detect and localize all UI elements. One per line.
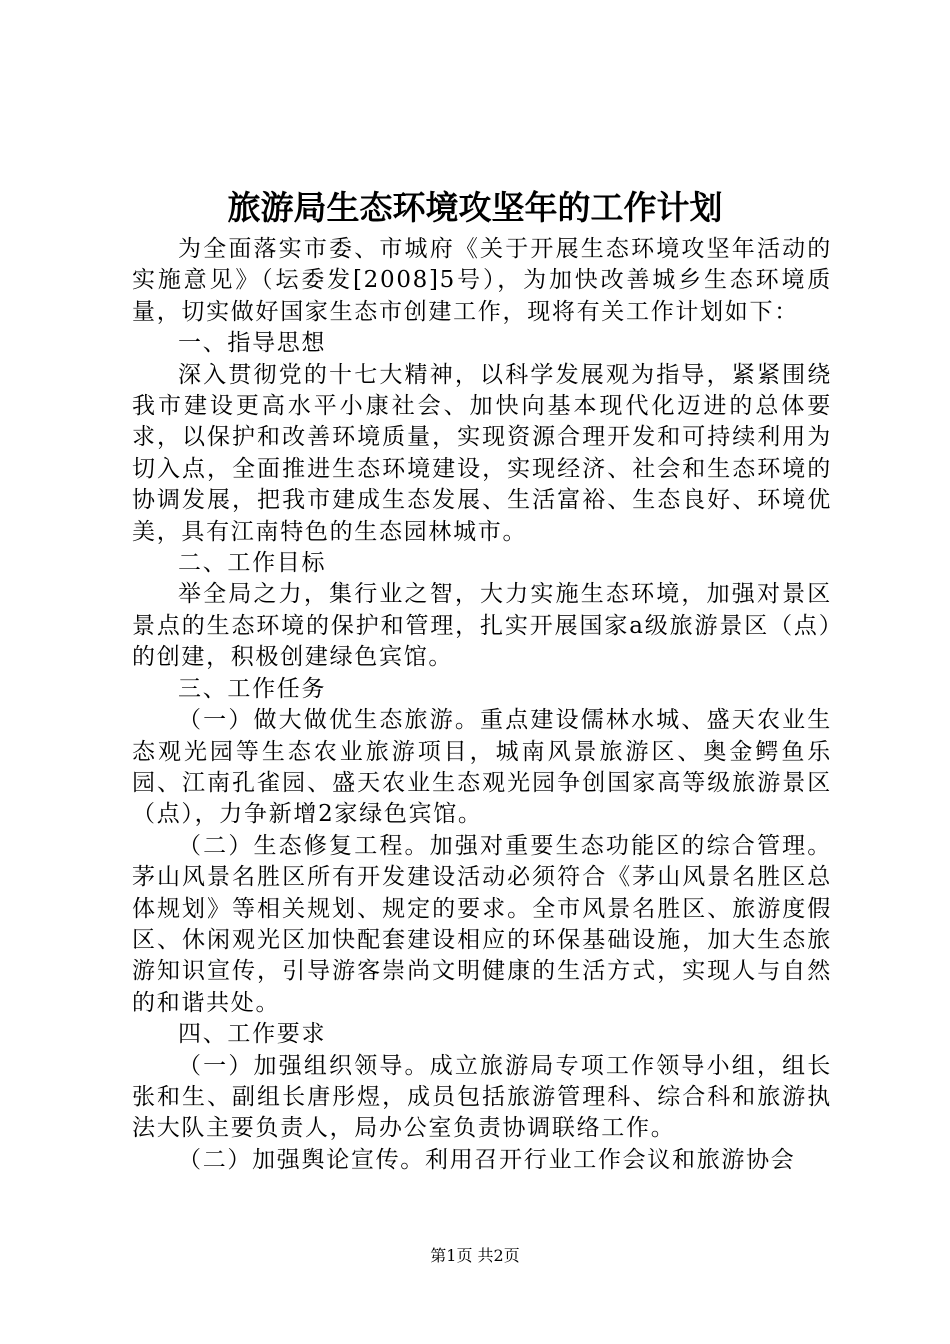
page-title: 旅游局生态环境攻坚年的工作计划	[227, 188, 723, 227]
paragraph-requirement-2: （二）加强舆论宣传。利用召开行业工作会议和旅游协会	[178, 1146, 796, 1173]
paragraph-task-2: （二）生态修复工程。加强对重要生态功能区的综合管理。茅山风景名胜区所有开发建设活动必须符合《茅山风景名胜区总体规划》等相关规划、规定的要求。全市风景名胜区、旅游度假区、休闲观光区加快配套建设相应的环保基础设施，加大生态旅游知识宣传，引导游客崇尚文明健康的生活方式，实现人与自然的和谐共处。	[132, 832, 832, 1016]
paragraph-task-1: （一）做大做优生态旅游。重点建设儒林水城、盛天农业生态观光园等生态农业旅游项目，城南风景旅游区、奥金鳄鱼乐园、江南孔雀园、盛天农业生态观光园争创国家高等级旅游景区（点），力争新增2家绿色宾馆。	[132, 707, 832, 828]
page-footer: 第1页 共2页	[430, 1246, 520, 1265]
section-heading-guiding-ideology: 一、指导思想	[178, 330, 327, 357]
paragraph-intro: 为全面落实市委、市城府《关于开展生态环境攻坚年活动的实施意见》（坛委发[2008]5号），为加快改善城乡生态环境质量，切实做好国家生态市创建工作，现将有关工作计划如下：	[132, 236, 832, 325]
document-body	[132, 234, 832, 1176]
paragraph-work-goals: 举全局之力，集行业之智，大力实施生态环境，加强对景区景点的生态环境的保护和管理，扎实开展国家a级旅游景区（点）的创建，积极创建绿色宾馆。	[132, 581, 832, 671]
section-heading-work-tasks: 三、工作任务	[178, 675, 327, 702]
section-heading-work-goals: 二、工作目标	[178, 550, 327, 577]
section-heading-work-requirements: 四、工作要求	[178, 1021, 327, 1048]
paragraph-requirement-1: （一）加强组织领导。成立旅游局专项工作领导小组，组长张和生、副组长唐彤煜，成员包括旅游管理科、综合科和旅游执法大队主要负责人，局办公室负责协调联络工作。	[132, 1052, 832, 1142]
paragraph-guiding-ideology: 深入贯彻党的十七大精神，以科学发展观为指导，紧紧围绕我市建设更高水平小康社会、加快向基本现代化迈进的总体要求，以保护和改善环境质量，实现资源合理开发和可持续利用为切入点，全面推进生态环境建设，实现经济、社会和生态环境的协调发展，把我市建成生态发展、生活富裕、生态良好、环境优美，具有江南特色的生态园林城市。	[132, 361, 832, 545]
